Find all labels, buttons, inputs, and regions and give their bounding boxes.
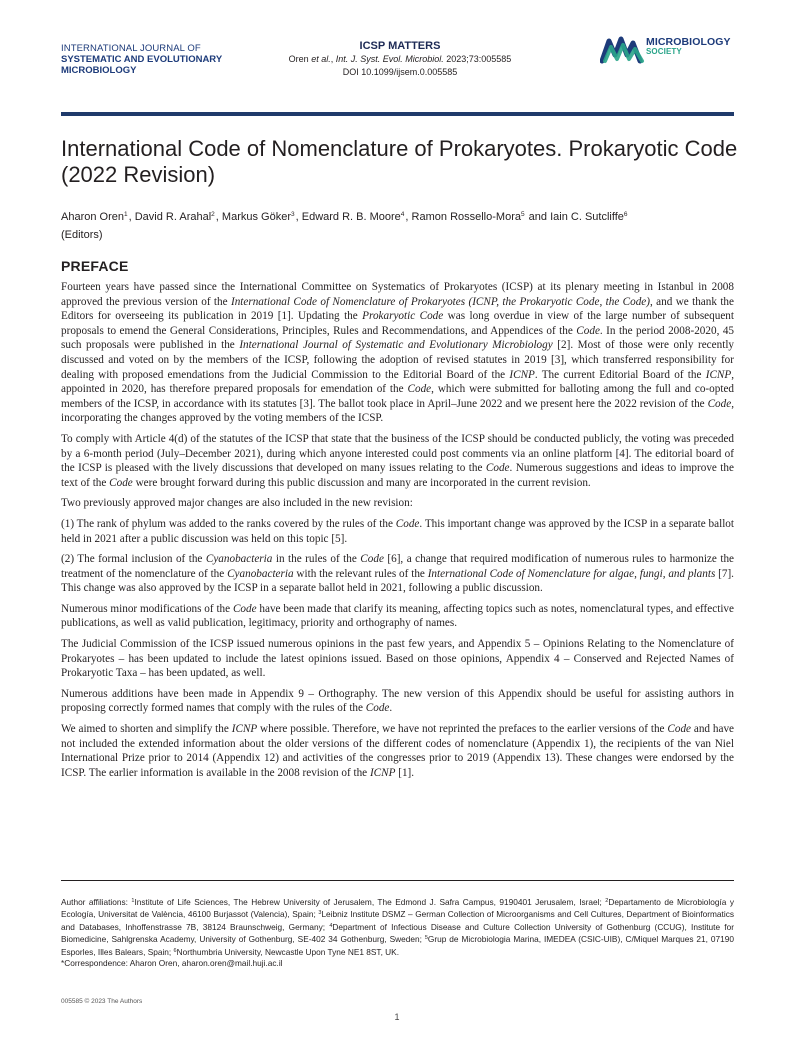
paragraph-1: Fourteen years have passed since the International Committee on Systematics of Prokaryotes (ICSP) at its plenary meeting in Istanbul in 2008 approved the previous version of the International Code of Nomenclature of Prokaryotes (ICNP, the Prokaryotic Code, the Code), and we thank the Editors for overseeing its publication in 2019 [1]. Updating the Prokaryotic Code was long overdue in view of the large number of subsequent proposals to emend the General Considerations, Principles, Rules and Recommendations, and Appendices of the Code. In the period 2008-2020, 45 such proposals were published in the International Journal of Systematic and Evolutionary Microbiology [2]. Most of those were only recently discussed and voted on by the members of the ICSP, following the adoption of revised statutes in 2019 [3], which transferred responsibility for dealing with proposed emendations from the Judicial Commission to the Editorial Board of the ICNP. The current Editorial Board of the ICNP, appointed in 2020, has therefore prepared proposals for emendation of the Code, which were submitted for balloting among the full and co-opted members of the ICSP, in accordance with its statutes [3]. The ballot took place in April–June 2022 and we present here the 2022 revision of the Code, incorporating the changes approved by the voting members of the ICSP. — [61, 281, 735, 425]
paragraph-6: Numerous minor modifications of the Code have been made that clarify its meaning, affecting topics such as notes, nomenclatural types, and effective publications, as well as valid publication, legitimacy, priority and orthography of names. — [61, 602, 734, 630]
author-name[interactable]: Edward R. B. Moore — [301, 211, 401, 223]
citation-journal: Int. J. Syst. Evol. Microbiol. — [335, 54, 444, 64]
correspondence-label: *Correspondence: — [61, 958, 130, 969]
paragraph-2: To comply with Article 4(d) of the statutes of the ICSP that state that the business of the ICSP should be conducted publicly, the voting was preceded by a 6-month period (July–December 2021), during which anyone interested could post comments via an online platform [4]. The editorial board of the ICSP is pleased with the lively discussions that developed on many issues relating to the Code. Numerous suggestions and ideas to improve the text of the Code were brought forward during this public discussion and many are incorporated in the current revision. — [61, 432, 734, 489]
author-name[interactable]: David R. Arahal — [134, 211, 212, 223]
citation-volume: 2023;73:005585 — [443, 54, 512, 64]
author-affiliation-ref: 3 — [291, 211, 295, 218]
paragraph-3: Two previously approved major changes are also included in the new revision: — [61, 497, 413, 510]
section-label: ICSP MATTERS — [359, 40, 441, 52]
paragraph-5: (2) The formal inclusion of the Cyanobacteria in the rules of the Code [6], a change that required modification of numerous rules to harmonize the treatment of the nomenclature of the Cyanobacteria with the relevant rules of the International Code of Nomenclature for algae, fungi, and plants [7]. This change was also approved by the ICSP in a separate ballot held in 2021, following a public discussion. — [61, 553, 735, 595]
journal-name — [61, 43, 222, 76]
doi-link[interactable]: DOI 10.1099/ijsem.0.005585 — [342, 67, 458, 77]
society-name-line2: SOCIETY — [646, 47, 682, 56]
header-citation-block — [255, 39, 545, 79]
paragraph-8: Numerous additions have been made in Appendix 9 – Orthography. The new version of this Appendix should be useful for assisting authors in proposing correctly formed names that comply with the rules of the Code. — [61, 687, 734, 715]
citation-author: Oren — [288, 54, 312, 64]
copyright-notice: 005585 © 2023 The Authors — [61, 998, 143, 1005]
author-list: Aharon Oren$^1$, David R. Arahal$^2$, Markus Göker$^3$, Edward R. B. Moore$^4$, Ramon Rossello-Mora$^5$ and Iain C. Sutcliffe$^6$ (Editors) — [61, 211, 628, 241]
journal-name-line3: MICROBIOLOGY — [61, 65, 137, 76]
footnote-divider — [61, 880, 734, 881]
society-name-line1: MICROBIOLOGY — [646, 36, 731, 48]
paragraph-9: We aimed to shorten and simplify the ICNP where possible. Therefore, we have not reprinted the prefaces to the earlier versions of the Code and have not included the extended information about the older versions of the different codes of nomenclature (Appendix 1), the recipients of the van Niel International Prize prior to 2014 (Appendix 12) and activities of the congresses prior to 2019 (Appendix 13). These changes were endorsed by the ICSP. The earlier information is available in the 2008 revision of the ICNP [1]. — [61, 723, 735, 779]
page-number: 1 — [394, 1012, 400, 1022]
paragraph-7: The Judicial Commission of the ICSP issued numerous opinions in the past few years, and Appendix 5 – Opinions Relating to the Nomenclature of Prokaryotes – has been updated to include the latest opinions issued. Based on those opinions, Appendix 4 – Conserved and Rejected Names of Prokaryotic Taxa – has been updated, as well. — [61, 638, 734, 680]
author-affiliation-ref: 2 — [211, 211, 215, 218]
society-name — [646, 37, 731, 57]
journal-name-line1: INTERNATIONAL JOURNAL OF — [61, 43, 201, 54]
authors-role: (Editors) — [61, 229, 103, 241]
author-name[interactable]: Markus Göker — [221, 211, 291, 223]
preface-heading: PREFACE — [61, 258, 129, 274]
preface-body — [61, 280, 734, 786]
header-divider — [61, 112, 734, 116]
paragraph-4: (1) The rank of phylum was added to the ranks covered by the rules of the Code. This important change was approved by the ICSP in a separate ballot held in 2021 after a public discussion was held on this topic [5]. — [61, 517, 735, 545]
author-affiliations: Author affiliations: $^1$Institute of Life Sciences, The Hebrew University of Jerusalem, The Edmond J. Safra Campus, 9190401 Jerusalem, Israel; $^2$Departamento de Microbiología y Ecología, Universitat de València, 46100 Burjassot (Valencia), Spain; $^3$Leibniz Institute DSMZ – German Collection of Microorganisms and Cell Cultures, Department of Bioinformatics and Databases, Inhoffenstrasse 7B, 38124 Braunschweig, Germany; $^4$Department of Infectious Disease and Culture Collection University of Gothenburg (CCUG), Institute for Biomedicine, Sahlgrenska Academy, University of Gothenburg, SE-402 34 Gothenburg, Sweden; $^5$Grup de Microbiologia Marina, IMEDEA (CSIC-UIB), C/Miquel Marques 21, 07190 Esporles, Illes Balears, Spain; $^6$Northumbria University, Newcastle Upon Tyne NE1 8ST, UK. *Correspondence: Aharon Oren, aharon.oren@mail.huji.ac.il — [61, 897, 735, 969]
correspondence-email[interactable]: Aharon Oren, aharon.oren@mail.huji.ac.il — [129, 958, 283, 969]
author-affiliation-ref: 6 — [623, 211, 628, 218]
author-affiliation-ref: 5 — [520, 211, 525, 218]
author-name[interactable]: Aharon Oren — [61, 211, 124, 223]
author-name[interactable]: Ramon Rossello-Mora — [411, 211, 521, 223]
citation-etal: et al. — [311, 54, 331, 64]
author-affiliation-ref: 4 — [400, 211, 405, 218]
citation: Oren et al., Int. J. Syst. Evol. Microbiol. 2023;73:005585 — [288, 54, 512, 64]
article-title: International Code of Nomenclature of Prokaryotes. Prokaryotic Code (2022 Revision) — [61, 136, 738, 187]
author-affiliation-ref: 1 — [123, 211, 128, 218]
authors-conjunction: and — [528, 211, 548, 223]
affiliations-label: Author affiliations: — [61, 897, 132, 907]
journal-name-line2: SYSTEMATIC AND EVOLUTIONARY — [61, 54, 223, 65]
author-name[interactable]: Iain C. Sutcliffe — [550, 211, 624, 223]
